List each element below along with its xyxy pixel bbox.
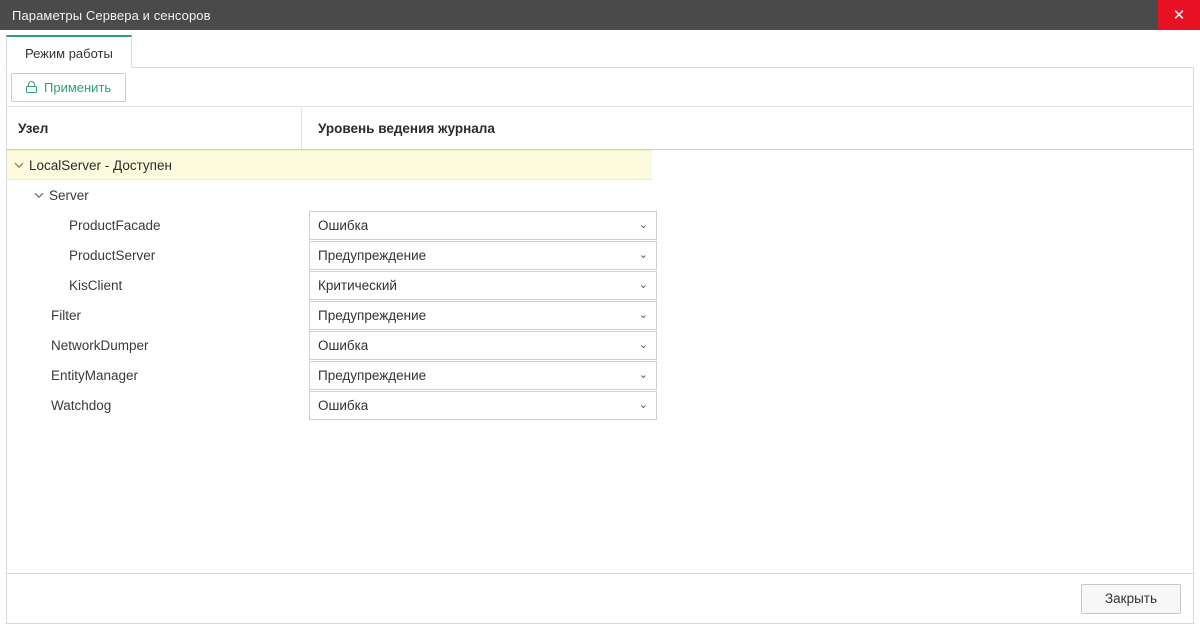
- toolbar: [7, 68, 1193, 107]
- node-label: KisClient: [69, 277, 123, 293]
- node-cell: [7, 248, 302, 263]
- log-level-select[interactable]: [309, 301, 657, 330]
- table-row[interactable]: [7, 210, 1193, 240]
- log-level-value: Ошибка: [318, 337, 369, 353]
- chevron-down-icon[interactable]: [32, 188, 46, 202]
- apply-button[interactable]: [11, 73, 126, 102]
- table-row[interactable]: [7, 300, 1193, 330]
- node-cell: [7, 278, 302, 293]
- chevron-down-icon: ⌄: [638, 278, 648, 291]
- title-bar: [0, 0, 1200, 30]
- dialog-footer: [6, 574, 1194, 624]
- node-label: ProductFacade: [69, 217, 161, 233]
- table-row[interactable]: [7, 270, 1193, 300]
- log-level-select[interactable]: [309, 241, 657, 270]
- node-tree: [7, 150, 1193, 420]
- column-header-level: Уровень ведения журнала: [318, 121, 495, 136]
- window-title: Параметры Сервера и сенсоров: [12, 7, 211, 23]
- log-level-select[interactable]: [309, 391, 657, 420]
- table-row[interactable]: [7, 180, 1193, 210]
- window-close-icon[interactable]: ✕: [1158, 0, 1200, 30]
- node-cell: [7, 368, 302, 383]
- table-row[interactable]: [7, 390, 1193, 420]
- log-level-value: Предупреждение: [318, 307, 427, 323]
- node-label: Watchdog: [51, 397, 112, 413]
- dialog-body: [0, 30, 1200, 606]
- node-cell: [7, 338, 302, 353]
- node-label: ProductServer: [69, 247, 156, 263]
- chevron-down-icon: ⌄: [638, 338, 648, 351]
- log-level-select[interactable]: [309, 211, 657, 240]
- apply-button-label: Применить: [44, 79, 112, 95]
- node-cell: [7, 308, 302, 323]
- node-cell: [7, 218, 302, 233]
- chevron-down-icon: ⌄: [638, 248, 648, 261]
- log-level-value: Предупреждение: [318, 247, 427, 263]
- node-cell: [7, 158, 302, 173]
- log-level-value: Предупреждение: [318, 367, 427, 383]
- tab-strip: [6, 34, 1194, 68]
- chevron-down-icon[interactable]: [12, 158, 26, 172]
- column-header-node: Узел: [7, 108, 302, 150]
- chevron-down-icon: ⌄: [638, 368, 648, 381]
- log-level-select[interactable]: [309, 271, 657, 300]
- table-row[interactable]: [7, 150, 652, 180]
- node-cell: [7, 188, 302, 203]
- lock-icon: [26, 81, 37, 93]
- chevron-down-icon: ⌄: [638, 218, 648, 231]
- node-label: EntityManager: [51, 367, 139, 383]
- log-level-value: Ошибка: [318, 397, 369, 413]
- table-row[interactable]: [7, 240, 1193, 270]
- tab-operating-mode[interactable]: Режим работы: [6, 35, 132, 68]
- chevron-down-icon: ⌄: [638, 398, 648, 411]
- node-label: NetworkDumper: [51, 337, 149, 353]
- log-level-select[interactable]: [309, 361, 657, 390]
- node-label: Filter: [51, 307, 81, 323]
- node-label: LocalServer - Доступен: [29, 157, 172, 173]
- node-cell: [7, 398, 302, 413]
- table-header: [7, 108, 1193, 150]
- node-label: Server: [49, 187, 89, 203]
- chevron-down-icon: ⌄: [638, 308, 648, 321]
- log-level-value: Критический: [318, 277, 397, 293]
- table-row[interactable]: [7, 360, 1193, 390]
- log-level-select[interactable]: [309, 331, 657, 360]
- close-button[interactable]: Закрыть: [1081, 584, 1181, 614]
- log-level-value: Ошибка: [318, 217, 369, 233]
- table-row[interactable]: [7, 330, 1193, 360]
